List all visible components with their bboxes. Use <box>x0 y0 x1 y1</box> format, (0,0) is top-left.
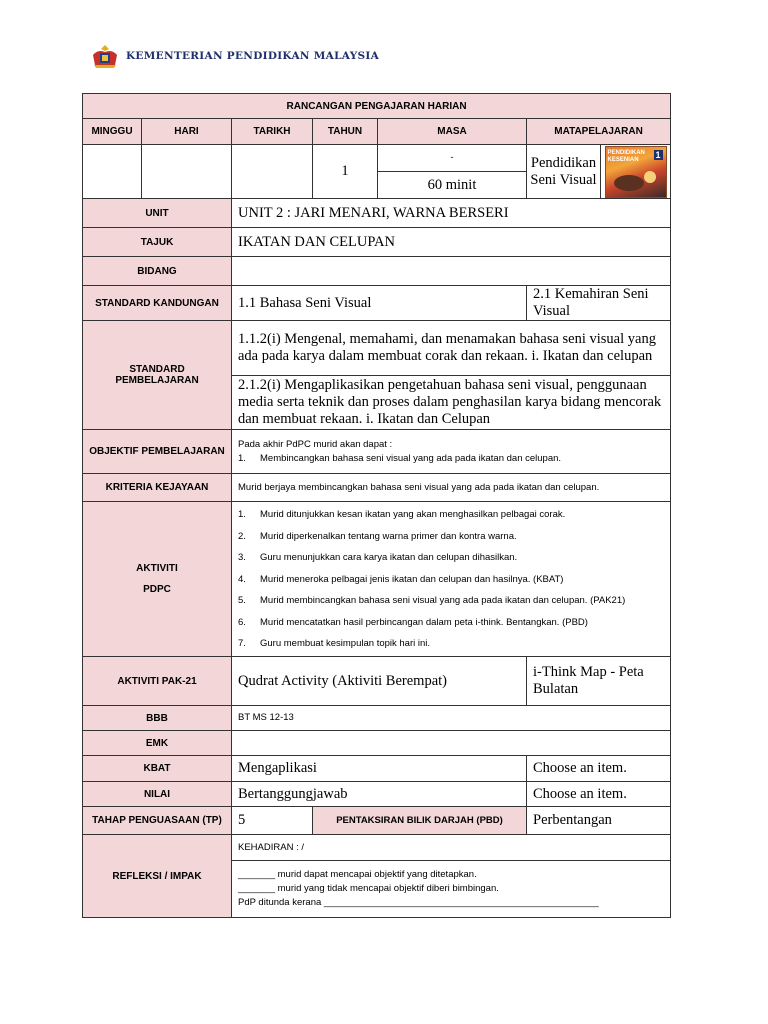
tarikh-value[interactable] <box>232 145 313 199</box>
refleksi-line-3: PdP ditunda kerana ____________________________________________________ <box>238 897 599 908</box>
kriteria-label: KRITERIA KEJAYAAN <box>83 474 232 502</box>
objektif-number: 1. <box>238 452 246 464</box>
tp-value[interactable]: 5 <box>232 807 313 835</box>
unit-label: UNIT <box>83 199 232 228</box>
kbat-value-1[interactable]: Mengaplikasi <box>232 756 527 782</box>
tahun-value[interactable]: 1 <box>313 145 378 199</box>
masa-duration[interactable]: 60 minit <box>378 172 527 199</box>
activity-text: Murid mencatatkan hasil perbincangan dalam peta i-think. Bentangkan. (PBD) <box>260 616 588 628</box>
nilai-label: NILAI <box>83 782 232 807</box>
standard-pembelajaran-1[interactable]: 1.1.2(i) Mengenal, memahami, dan menamakan bahasa seni visual yang ada pada karya dalam membuat corak dan rekaan. i. Ikatan dan celupan <box>232 321 671 376</box>
textbook-number: 1 <box>655 149 661 160</box>
unit-value[interactable]: UNIT 2 : JARI MENARI, WARNA BERSERI <box>232 199 671 228</box>
activity-item <box>238 504 664 526</box>
cover-shape-dark <box>614 175 644 191</box>
activity-text: Guru menunjukkan cara karya ikatan dan celupan dihasilkan. <box>260 552 518 563</box>
activity-text: Murid diperkenalkan tentang warna primer dan kontra warna. <box>260 530 517 542</box>
bbb-value[interactable]: BT MS 12-13 <box>232 706 671 731</box>
col-minggu: MINGGU <box>83 119 142 145</box>
ministry-name: KEMENTERIAN PENDIDIKAN MALAYSIA <box>126 50 380 62</box>
nilai-value-1[interactable]: Bertanggungjawab <box>232 782 527 807</box>
col-tarikh: TARIKH <box>232 119 313 145</box>
activity-text: Murid membincangkan bahasa seni visual yang ada pada ikatan dan celupan. (PAK21) <box>260 595 626 606</box>
bidang-value[interactable] <box>232 257 671 286</box>
masa-start[interactable]: - <box>378 145 527 172</box>
aktiviti-label-line1: AKTIVITI <box>136 563 178 574</box>
lesson-plan-table <box>82 93 671 918</box>
activity-text: Murid ditunjukkan kesan ikatan yang akan menghasilkan pelbagai corak. <box>260 509 566 520</box>
aktiviti-label <box>83 502 232 657</box>
objektif-label: OBJEKTIF PEMBELAJARAN <box>83 430 232 474</box>
standard-kandungan-2[interactable]: 2.1 Kemahiran Seni Visual <box>527 286 671 321</box>
activity-number: 1. <box>238 509 246 520</box>
activity-number: 7. <box>238 638 246 649</box>
activity-number: 4. <box>238 573 246 585</box>
standard-pembelajaran-2[interactable]: 2.1.2(i) Mengaplikasikan pengetahuan bahasa seni visual, penggunaan media serta teknik dan proses dalam penghasilan karya bidang mencorak dan membuat rekaan. i. Ikatan dan Celupan <box>232 376 671 430</box>
malaysia-crest-icon <box>90 43 120 69</box>
tp-label: TAHAP PENGUASAAN (TP) <box>83 807 232 835</box>
tajuk-label: TAJUK <box>83 228 232 257</box>
nilai-dropdown[interactable]: Choose an item. <box>527 782 671 807</box>
standard-pembelajaran-label: STANDARD PEMBELAJARAN <box>83 321 232 430</box>
kbat-label: KBAT <box>83 756 232 782</box>
standard-kandungan-label: STANDARD KANDUNGAN <box>83 286 232 321</box>
bbb-label: BBB <box>83 706 232 731</box>
activity-item <box>238 611 664 633</box>
refleksi-line-1: _______ murid dapat mencapai objektif yang ditetapkan. <box>238 869 477 880</box>
minggu-value[interactable] <box>83 145 142 199</box>
aktiviti-cell[interactable] <box>232 502 671 657</box>
activity-number: 3. <box>238 552 246 563</box>
activity-text: Murid meneroka pelbagai jenis ikatan dan celupan dan hasilnya. (KBAT) <box>260 573 564 585</box>
textbook-title: PENDIDIKAN KESENIAN <box>607 149 645 163</box>
pak21-value-1[interactable]: Qudrat Activity (Aktiviti Berempat) <box>232 657 527 706</box>
activity-number: 2. <box>238 530 246 542</box>
objektif-cell[interactable] <box>232 430 671 474</box>
activity-item <box>238 547 664 569</box>
refleksi-line-2: _______ murid yang tidak mencapai objektif diberi bimbingan. <box>238 883 499 894</box>
cover-shape-light <box>644 171 656 183</box>
objektif-text: Membincangkan bahasa seni visual yang ada pada ikatan dan celupan. <box>260 452 562 464</box>
kbat-dropdown[interactable]: Choose an item. <box>527 756 671 782</box>
activity-list <box>238 504 664 655</box>
col-matapelajaran: MATAPELAJARAN <box>527 119 671 145</box>
subject-value[interactable]: Pendidikan Seni Visual <box>527 145 601 199</box>
aktiviti-label-line2: PDPC <box>143 584 171 595</box>
page-header <box>90 42 379 70</box>
textbook-cover-image <box>605 146 667 198</box>
standard-kandungan-1[interactable]: 1.1 Bahasa Seni Visual <box>232 286 527 321</box>
plan-title: RANCANGAN PENGAJARAN HARIAN <box>83 94 671 119</box>
kriteria-value[interactable]: Murid berjaya membincangkan bahasa seni visual yang ada pada ikatan dan celupan. <box>232 474 671 502</box>
refleksi-cell[interactable] <box>232 861 671 918</box>
col-hari: HARI <box>142 119 232 145</box>
activity-item <box>238 633 664 655</box>
activity-item <box>238 590 664 612</box>
pak21-label: AKTIVITI PAK-21 <box>83 657 232 706</box>
pak21-value-2[interactable]: i-Think Map - Peta Bulatan <box>527 657 671 706</box>
tajuk-value[interactable]: IKATAN DAN CELUPAN <box>232 228 671 257</box>
pbd-value[interactable]: Perbentangan <box>527 807 671 835</box>
textbook-cover <box>601 145 671 199</box>
activity-number: 5. <box>238 595 246 606</box>
objektif-item <box>238 452 664 466</box>
emk-label: EMK <box>83 731 232 756</box>
activity-item <box>238 568 664 590</box>
pbd-label: PENTAKSIRAN BILIK DARJAH (PBD) <box>313 807 527 835</box>
objektif-intro: Pada akhir PdPC murid akan dapat : <box>238 438 393 450</box>
activity-text: Guru membuat kesimpulan topik hari ini. <box>260 638 431 649</box>
hari-value[interactable] <box>142 145 232 199</box>
col-tahun: TAHUN <box>313 119 378 145</box>
refleksi-label: REFLEKSI / IMPAK <box>83 835 232 918</box>
emk-value[interactable] <box>232 731 671 756</box>
bidang-label: BIDANG <box>83 257 232 286</box>
activity-item <box>238 525 664 547</box>
col-masa: MASA <box>378 119 527 145</box>
activity-number: 6. <box>238 616 246 628</box>
kehadiran-value[interactable]: KEHADIRAN : / <box>232 835 671 861</box>
